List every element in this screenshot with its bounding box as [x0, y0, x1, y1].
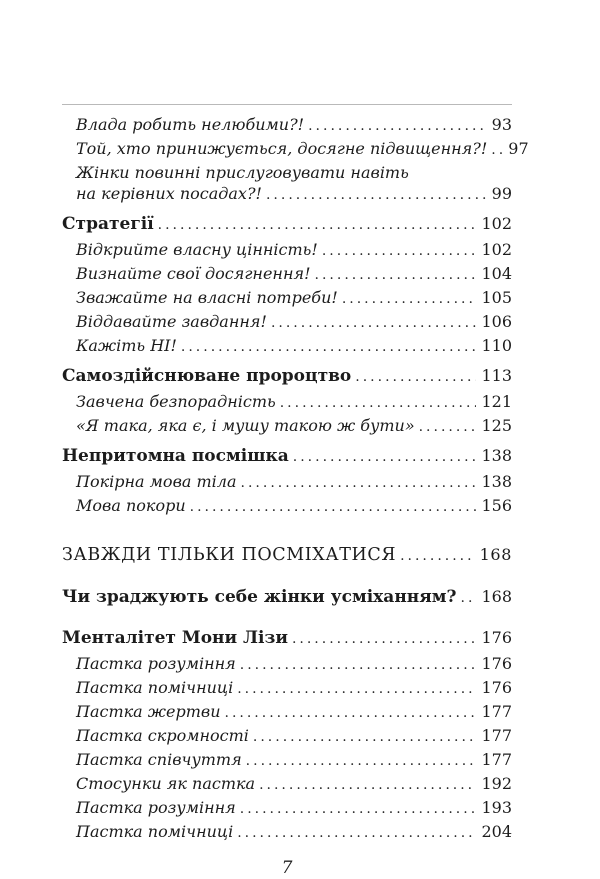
toc-entry-row	[76, 471, 512, 494]
toc-entry-label: Стратегії	[62, 214, 154, 234]
toc-entry-row	[76, 311, 512, 334]
toc-entry-label: Визнайте свої досягнення!	[76, 264, 311, 283]
toc-entry-row	[76, 415, 512, 438]
divider	[62, 104, 512, 105]
dot-leader	[241, 473, 477, 494]
toc-entry-row	[76, 138, 529, 161]
toc-entry-label: Пастка розуміння	[76, 654, 236, 673]
dot-leader	[322, 241, 477, 262]
toc-entry	[62, 311, 512, 334]
toc-entry-row	[62, 626, 512, 651]
toc-entry-page: 176	[481, 628, 512, 647]
toc-entry-page: 176	[481, 654, 512, 673]
dot-leader	[491, 140, 503, 161]
toc-entry-row	[76, 797, 512, 820]
dot-leader	[246, 751, 477, 772]
dot-leader	[240, 799, 477, 820]
toc-entry-page: 97	[508, 139, 529, 158]
dot-leader	[293, 445, 477, 469]
toc-entry-label: Пастка співчуття	[76, 750, 242, 769]
toc-entry-label: Віддавайте завдання!	[76, 312, 267, 331]
toc-entry-label: Пастка розуміння	[76, 798, 236, 817]
dot-leader	[292, 627, 477, 651]
toc-entry	[62, 725, 512, 748]
toc-entry-page: 106	[481, 312, 512, 331]
dot-leader	[253, 727, 477, 748]
dot-leader	[266, 185, 487, 206]
toc-entry-label: Менталітет Мони Лізи	[62, 628, 288, 648]
page-number: 7	[281, 858, 293, 878]
toc-entry	[62, 626, 512, 651]
toc-entry-row	[76, 287, 512, 310]
toc-entry-row	[76, 239, 512, 262]
toc-entry-page: 193	[481, 798, 512, 817]
toc-entry-page: 177	[481, 702, 512, 721]
toc-entry-label: Той, хто принижується, досягне підвищення?!	[76, 139, 488, 158]
toc-entry-row	[76, 725, 512, 748]
toc-entry-row	[62, 542, 512, 569]
dot-leader	[271, 313, 477, 334]
toc-entry-label: на керівних посадах?!	[76, 184, 262, 203]
toc-entry-label: Мова покори	[76, 496, 186, 515]
toc-entry-page: 105	[481, 288, 512, 307]
toc-entry-row	[76, 391, 512, 414]
toc-entry-row	[76, 821, 512, 844]
toc-entry-page: 102	[481, 240, 512, 259]
toc-entry-row	[76, 335, 512, 358]
dot-leader	[342, 289, 477, 310]
toc-entry	[62, 415, 512, 438]
toc-entry-row	[76, 114, 512, 137]
toc-entry	[62, 391, 512, 414]
toc-entry-row	[76, 183, 512, 206]
toc-entry-row	[76, 653, 512, 676]
toc-entry-row	[76, 495, 512, 518]
toc-entry-page: 138	[481, 446, 512, 465]
toc-page	[62, 104, 529, 879]
toc-entry-page: 102	[481, 214, 512, 233]
toc-entry	[62, 471, 512, 494]
toc-entry-page: 168	[479, 545, 512, 564]
toc-entry-label: Зважайте на власні потреби!	[76, 288, 338, 307]
toc-entry-page: 192	[481, 774, 512, 793]
toc-list	[62, 114, 529, 844]
toc-entry-label: Пастка скромності	[76, 726, 249, 745]
toc-entry-label: Пастка жертви	[76, 702, 221, 721]
toc-entry	[62, 585, 512, 610]
toc-entry	[62, 364, 512, 389]
toc-entry	[62, 495, 512, 518]
toc-entry-label: Пастка помічниці	[76, 822, 234, 841]
toc-entry	[62, 444, 512, 469]
toc-entry-label-line1: Жінки повинні прислуговувати навіть	[76, 163, 409, 182]
toc-entry-label: Покірна мова тіла	[76, 472, 237, 491]
toc-entry-label: Влада робить нелюбими?!	[76, 115, 305, 134]
toc-entry	[62, 542, 512, 569]
toc-entry	[62, 653, 512, 676]
dot-leader	[190, 497, 477, 518]
dot-leader	[240, 655, 477, 676]
toc-entry-page: 125	[481, 416, 512, 435]
toc-entry	[62, 701, 512, 724]
toc-entry-row	[76, 773, 512, 796]
toc-entry-page: 176	[481, 678, 512, 697]
dot-leader	[400, 543, 475, 569]
toc-entry-row	[62, 212, 512, 237]
toc-entry-page: 93	[491, 115, 512, 134]
toc-entry	[62, 212, 512, 237]
dot-leader	[419, 417, 477, 438]
toc-entry-page: 110	[481, 336, 512, 355]
toc-entry-page: 138	[481, 472, 512, 491]
toc-entry	[62, 821, 512, 844]
toc-entry-row	[76, 677, 512, 700]
toc-entry-label: ЗАВЖДИ ТІЛЬКИ ПОСМІХАТИСЯ	[62, 545, 397, 565]
toc-entry-row	[76, 701, 512, 724]
toc-entry-page: 113	[481, 366, 512, 385]
toc-entry	[62, 138, 529, 161]
toc-entry	[62, 114, 512, 137]
toc-entry	[62, 239, 512, 262]
toc-entry-page: 204	[481, 822, 512, 841]
toc-entry-row	[62, 444, 512, 469]
toc-entry-page: 177	[481, 726, 512, 745]
toc-entry	[62, 749, 512, 772]
toc-entry-page: 121	[481, 392, 512, 411]
toc-entry-label: Непритомна посмішка	[62, 446, 289, 466]
dot-leader	[181, 337, 477, 358]
toc-entry-page: 168	[481, 587, 512, 606]
toc-entry-page: 177	[481, 750, 512, 769]
dot-leader	[259, 775, 476, 796]
toc-entry-page: 156	[481, 496, 512, 515]
toc-entry-label: Самоздійснюване пророцтво	[62, 366, 352, 386]
toc-entry-label: Стосунки як пастка	[76, 774, 256, 793]
toc-entry-page: 99	[491, 184, 512, 203]
dot-leader	[280, 393, 477, 414]
toc-entry-row	[62, 585, 512, 610]
toc-entry	[62, 773, 512, 796]
toc-entry	[62, 162, 512, 206]
dot-leader	[355, 365, 476, 389]
toc-entry	[62, 677, 512, 700]
toc-entry-label: Пастка помічниці	[76, 678, 234, 697]
dot-leader	[308, 116, 487, 137]
toc-entry-row	[76, 263, 512, 286]
toc-entry-row	[76, 749, 512, 772]
dot-leader	[237, 823, 476, 844]
toc-entry	[62, 797, 512, 820]
dot-leader	[461, 586, 477, 610]
toc-entry-label: Завчена безпорадність	[76, 392, 276, 411]
toc-entry	[62, 335, 512, 358]
toc-entry	[62, 287, 512, 310]
toc-entry-label: «Я така, яка є, і мушу такою ж бути»	[76, 416, 415, 435]
toc-entry	[62, 263, 512, 286]
toc-entry-row	[62, 364, 512, 389]
dot-leader	[315, 265, 477, 286]
dot-leader	[158, 213, 477, 237]
toc-entry-page: 104	[481, 264, 512, 283]
toc-entry-label: Відкрийте власну цінність!	[76, 240, 318, 259]
toc-entry-label: Чи зраджують себе жінки усміханням?	[62, 587, 457, 607]
dot-leader	[225, 703, 477, 724]
dot-leader	[237, 679, 476, 700]
toc-entry-label: Кажіть НІ!	[76, 336, 177, 355]
